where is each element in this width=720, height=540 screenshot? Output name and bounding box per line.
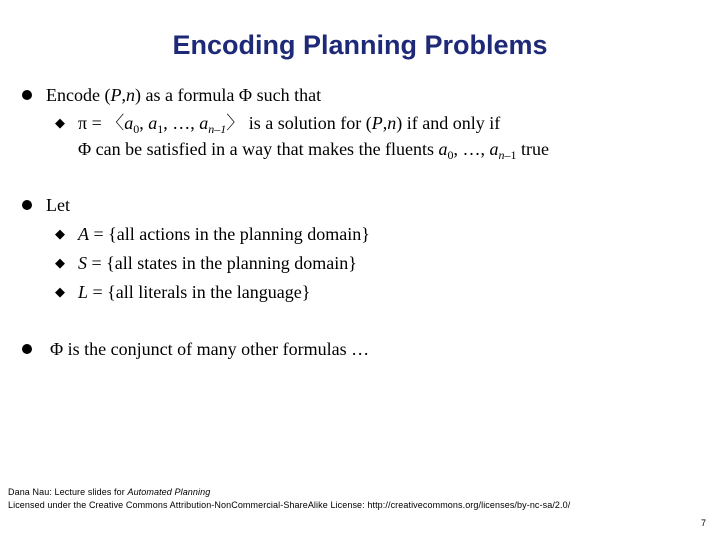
footer-license: Licensed under the Creative Commons Attribution-NonCommercial-ShareAlike License: http://creativecommons.org/licenses/by-nc-sa/2.0/ (8, 500, 571, 510)
bullet-dot (22, 90, 32, 100)
bullet-encode: Encode (P,n) as a formula Φ such that (46, 85, 322, 105)
diamond-bullet-icon: ◆ (55, 256, 65, 271)
subbullet-states: S = {all states in the planning domain} (78, 253, 357, 273)
bullet-dot (22, 344, 32, 354)
footer-credits (8, 486, 570, 512)
bullet-conjunct: Φ is the conjunct of many other formulas … (50, 339, 370, 359)
subbullet-actions: A = {all actions in the planning domain} (78, 224, 370, 244)
bullet-let: Let (46, 195, 70, 215)
slide-title: Encoding Planning Problems (172, 30, 548, 60)
diamond-bullet-icon: ◆ (55, 285, 65, 300)
footer-line-1: Dana Nau: Lecture slides for Automated Planning (8, 487, 211, 497)
diamond-bullet-icon: ◆ (55, 227, 65, 242)
subbullet-literals: L = {all literals in the language} (78, 282, 311, 302)
page-number: 7 (700, 518, 706, 528)
diamond-bullet-icon: ◆ (55, 116, 65, 131)
bullet-dot (22, 200, 32, 210)
subbullet-solution: π = 〈$a_0$, $a_1$, …, $a_{n-1}$〉 is a solution for (P,n) if and only if (78, 113, 501, 136)
subbullet-solution-continued: Φ can be satisfied in a way that makes the fluents $a_0$, …, $a_{n-1}$ true (78, 139, 550, 162)
